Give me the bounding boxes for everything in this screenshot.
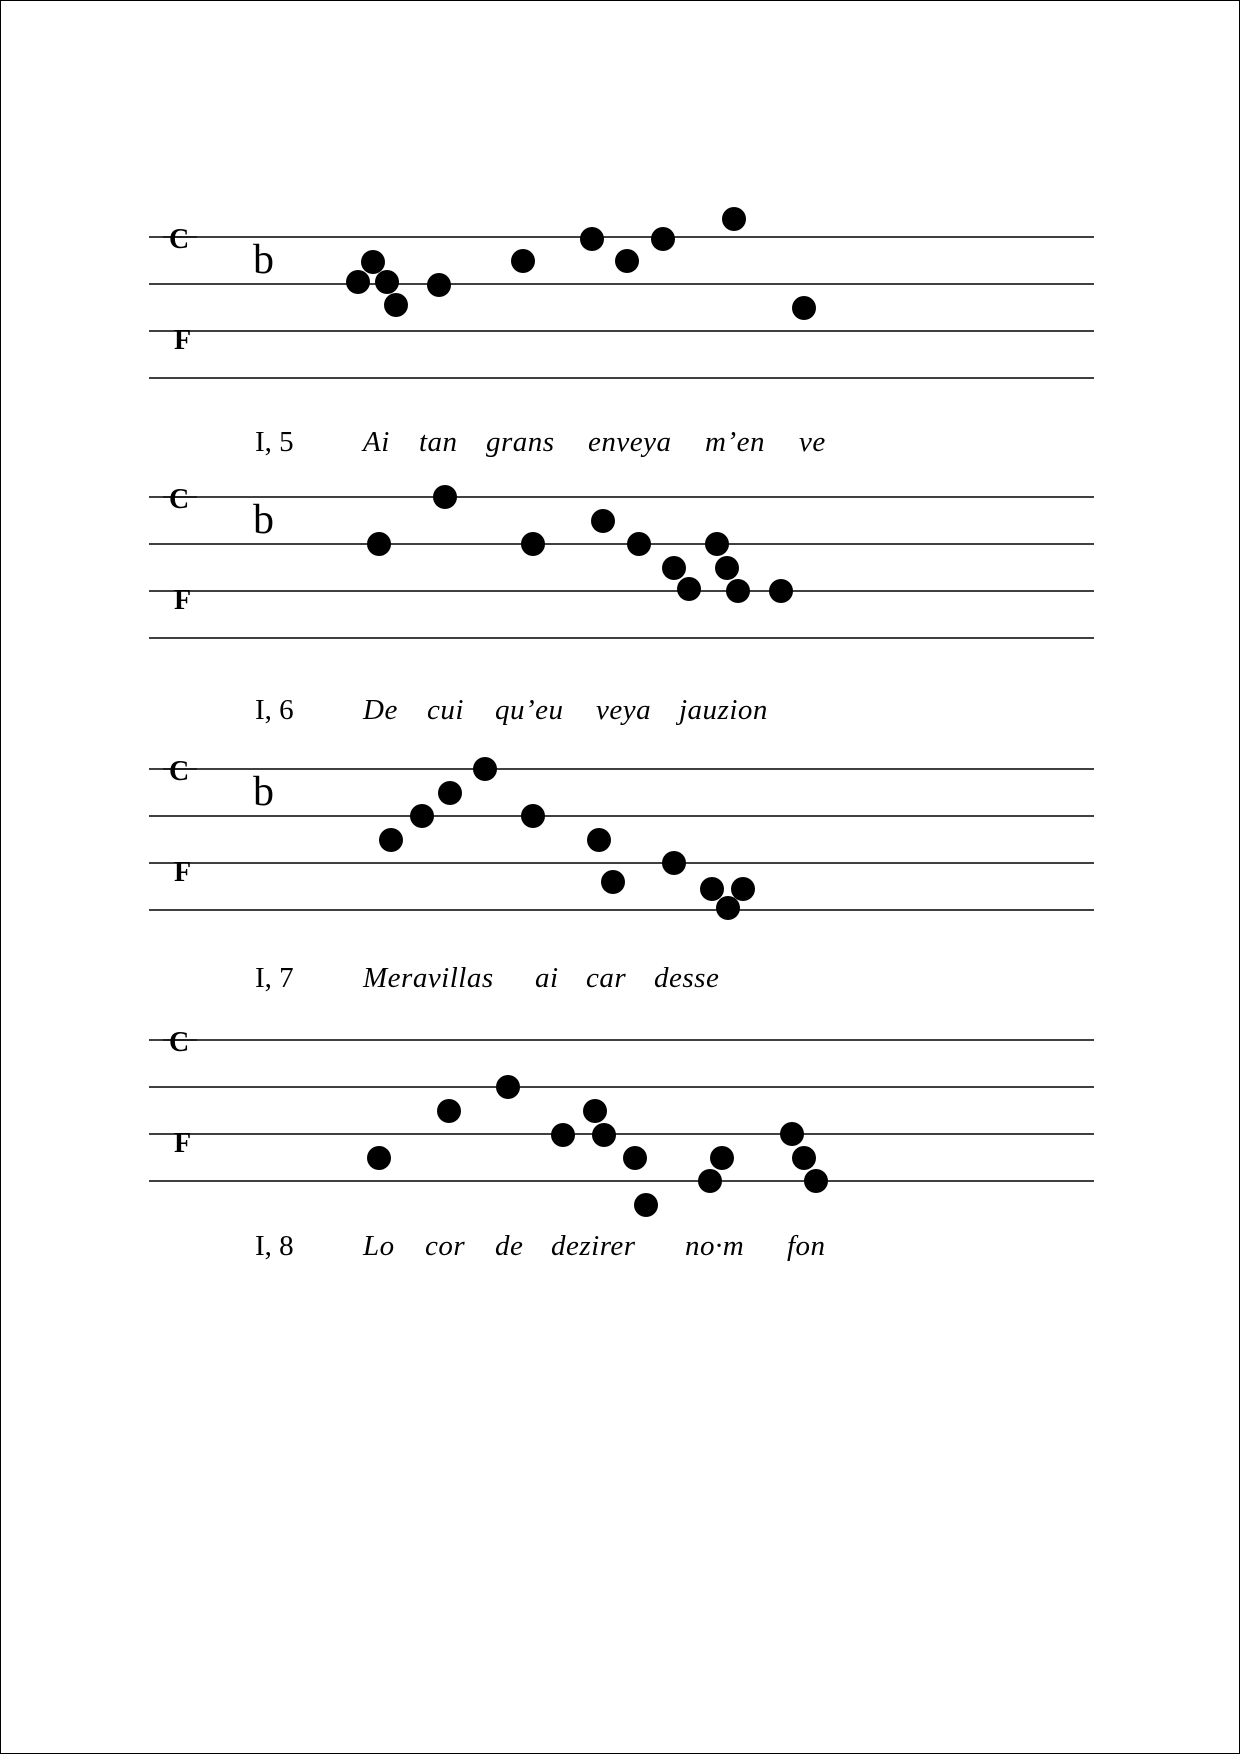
syllable: no·m [685, 1230, 745, 1262]
syllable: Meravillas [363, 962, 494, 994]
note-head [361, 250, 385, 274]
syllable: tan [419, 426, 458, 458]
note-head [792, 296, 816, 320]
note-head [511, 249, 535, 273]
note-head [722, 207, 746, 231]
note-head [437, 1099, 461, 1123]
f-clef: F [174, 1128, 192, 1159]
f-clef: F [174, 585, 192, 616]
flat-sign: b [253, 237, 274, 283]
syllable: grans [486, 426, 555, 458]
c-clef: C [169, 224, 190, 255]
note-head [346, 270, 370, 294]
syllable: enveya [588, 426, 672, 458]
staff-system-3 [149, 756, 1094, 920]
verse-label: I, 5 [255, 426, 294, 458]
note-head [587, 828, 611, 852]
note-head [367, 532, 391, 556]
note-head [792, 1146, 816, 1170]
notation-canvas [1, 1, 1240, 1754]
note-head [769, 579, 793, 603]
syllable: cui [427, 694, 464, 726]
flat-sign: b [253, 769, 274, 815]
syllable: de [495, 1230, 524, 1262]
c-clef: C [169, 756, 190, 787]
note-head [780, 1122, 804, 1146]
syllable: desse [654, 962, 720, 994]
syllable: car [586, 962, 627, 994]
note-head [601, 870, 625, 894]
note-head [662, 851, 686, 875]
note-head [710, 1146, 734, 1170]
note-head [726, 579, 750, 603]
note-head [583, 1099, 607, 1123]
note-head [521, 532, 545, 556]
syllable: Ai [363, 426, 390, 458]
note-head [623, 1146, 647, 1170]
note-head [410, 804, 434, 828]
verse-label: I, 7 [255, 962, 294, 994]
syllable: m’en [705, 426, 765, 458]
note-head [804, 1169, 828, 1193]
note-head [521, 804, 545, 828]
flat-sign: b [253, 497, 274, 543]
note-head [592, 1123, 616, 1147]
syllable: ai [535, 962, 559, 994]
note-head [677, 577, 701, 601]
syllable: cor [425, 1230, 466, 1262]
note-head [634, 1193, 658, 1217]
note-head [496, 1075, 520, 1099]
note-head [433, 485, 457, 509]
note-head [379, 828, 403, 852]
note-head [662, 556, 686, 580]
staff-system-2 [149, 484, 1094, 638]
note-head [627, 532, 651, 556]
syllable: jauzion [679, 694, 768, 726]
staff-system-4 [149, 1027, 1094, 1217]
note-head [705, 532, 729, 556]
note-head [731, 877, 755, 901]
note-head [700, 877, 724, 901]
note-head [698, 1169, 722, 1193]
syllable: fon [787, 1230, 826, 1262]
syllable: qu’eu [495, 694, 564, 726]
note-head [715, 556, 739, 580]
note-head [716, 896, 740, 920]
note-head [427, 273, 451, 297]
verse-label: I, 6 [255, 694, 294, 726]
note-head [384, 293, 408, 317]
verse-label: I, 8 [255, 1230, 294, 1262]
syllable: veya [596, 694, 652, 726]
syllable: ve [799, 426, 826, 458]
note-head [367, 1146, 391, 1170]
c-clef: C [169, 1027, 190, 1058]
syllable: dezirer [551, 1230, 636, 1262]
note-head [438, 781, 462, 805]
staff-system-1 [149, 207, 1094, 378]
f-clef: F [174, 857, 192, 888]
note-head [473, 757, 497, 781]
note-head [551, 1123, 575, 1147]
f-clef: F [174, 325, 192, 356]
syllable: Lo [363, 1230, 395, 1262]
note-head [615, 249, 639, 273]
syllable: De [363, 694, 398, 726]
note-head [375, 270, 399, 294]
note-head [591, 509, 615, 533]
note-head [651, 227, 675, 251]
c-clef: C [169, 484, 190, 515]
note-head [580, 227, 604, 251]
